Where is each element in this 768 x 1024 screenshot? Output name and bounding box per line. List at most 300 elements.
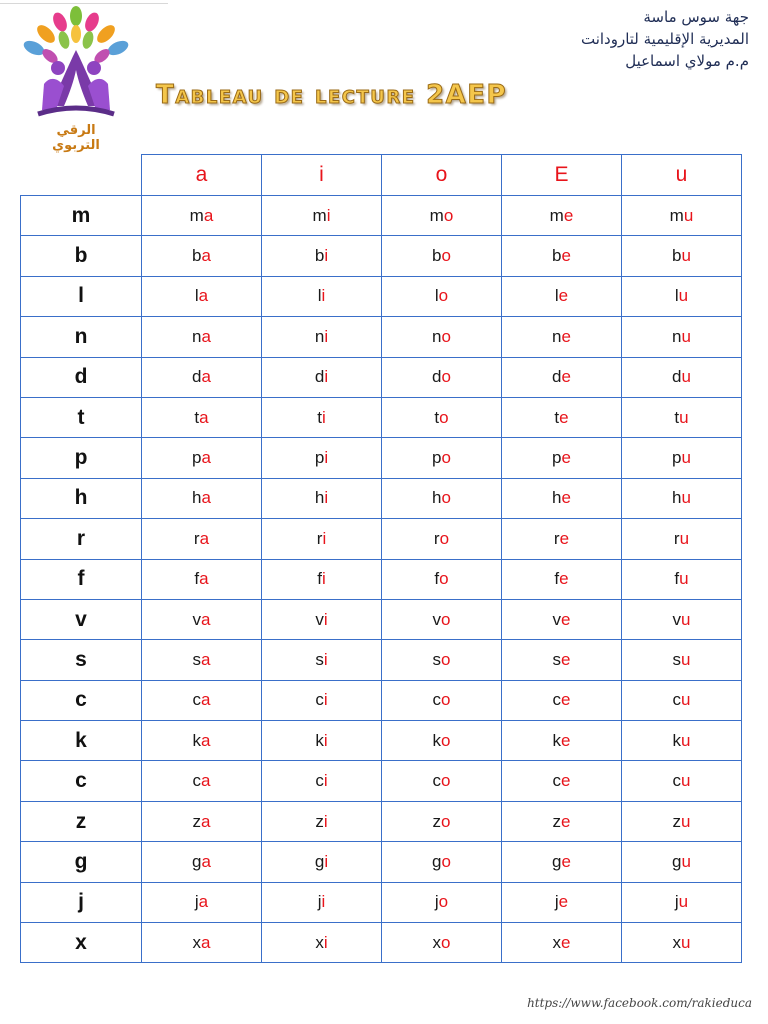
syllable-cell (142, 599, 262, 639)
syllable-consonant: m (549, 205, 564, 225)
syllable-consonant: c (672, 690, 682, 710)
vowel-header-cell: a (142, 155, 262, 196)
table-row (21, 519, 742, 559)
syllable-consonant: f (674, 569, 680, 589)
syllable-consonant: s (672, 649, 682, 669)
syllable-cell (502, 236, 622, 276)
syllable-vowel: i (324, 448, 329, 468)
syllable-vowel: i (323, 690, 328, 710)
syllable-consonant: h (432, 488, 442, 508)
syllable-consonant: v (192, 609, 202, 629)
syllable-vowel: i (321, 286, 326, 306)
vowel-header-cell: E (502, 155, 622, 196)
syllable-cell (382, 438, 502, 478)
syllable-vowel: u (681, 246, 691, 266)
syllable-vowel: u (679, 569, 689, 589)
syllable-vowel: i (324, 851, 329, 871)
syllable-consonant: l (317, 286, 322, 306)
consonant-cell: b (21, 236, 142, 276)
syllable-consonant: m (429, 205, 444, 225)
syllable-vowel: o (439, 528, 450, 548)
syllable-cell (622, 599, 742, 639)
syllable-vowel: o (441, 649, 451, 669)
region-line: جهة سوس ماسة (643, 8, 749, 26)
syllable-cell (142, 276, 262, 316)
syllable-consonant: r (433, 528, 440, 548)
syllable-cell (142, 640, 262, 680)
syllable-cell (502, 923, 622, 963)
syllable-cell (622, 519, 742, 559)
directorate-line: المديرية الإقليمية لتارودانت (580, 30, 749, 48)
syllable-vowel: o (443, 205, 454, 225)
footer-url[interactable]: https://www.facebook.com/rakieduca (527, 996, 752, 1010)
consonant-cell: c (21, 761, 142, 801)
consonant-cell: g (21, 842, 142, 882)
syllable-cell (382, 640, 502, 680)
syllable-cell (142, 923, 262, 963)
syllable-cell (502, 801, 622, 841)
syllable-vowel: a (201, 771, 211, 791)
syllable-consonant: t (317, 407, 322, 427)
syllable-vowel: e (559, 528, 570, 548)
syllable-vowel: a (201, 690, 211, 710)
syllable-vowel: e (561, 326, 571, 346)
syllable-consonant: j (194, 892, 199, 912)
syllable-cell (622, 680, 742, 720)
syllable-vowel: e (563, 205, 574, 225)
syllable-vowel: o (441, 730, 451, 750)
syllable-cell (502, 559, 622, 599)
syllable-vowel: i (324, 246, 329, 266)
syllable-vowel: a (201, 811, 211, 831)
syllable-consonant: r (316, 528, 323, 548)
table-row (21, 357, 742, 397)
syllable-consonant: h (672, 488, 682, 508)
syllable-vowel: u (681, 771, 691, 791)
syllable-cell (622, 357, 742, 397)
syllable-cell (142, 397, 262, 437)
syllable-consonant: c (192, 690, 202, 710)
syllable-vowel: e (561, 367, 571, 387)
vowel-header-cell: i (262, 155, 382, 196)
syllable-consonant: j (554, 892, 559, 912)
syllable-consonant: z (432, 811, 442, 831)
syllable-cell (142, 882, 262, 922)
syllable-cell (262, 882, 382, 922)
syllable-cell (262, 276, 382, 316)
syllable-cell (502, 721, 622, 761)
syllable-consonant: f (194, 569, 200, 589)
syllable-cell (142, 438, 262, 478)
syllable-consonant: b (432, 246, 442, 266)
syllable-vowel: u (681, 367, 691, 387)
syllable-consonant: z (552, 811, 562, 831)
syllable-cell (622, 438, 742, 478)
syllable-consonant: g (314, 851, 325, 871)
syllable-vowel: u (678, 286, 689, 306)
syllable-vowel: a (201, 448, 211, 468)
syllable-cell (502, 357, 622, 397)
syllable-vowel: e (561, 448, 571, 468)
syllable-vowel: e (559, 407, 569, 427)
syllable-vowel: u (681, 851, 691, 871)
syllable-consonant: p (314, 448, 325, 468)
syllable-vowel: e (561, 932, 571, 952)
syllable-consonant: d (672, 367, 682, 387)
consonant-cell: t (21, 397, 142, 437)
syllable-consonant: k (192, 730, 202, 750)
syllable-vowel: i (321, 892, 326, 912)
syllable-consonant: l (674, 286, 679, 306)
syllable-consonant: z (315, 811, 324, 831)
syllable-consonant: t (434, 407, 440, 427)
syllable-cell (502, 761, 622, 801)
syllable-cell (502, 842, 622, 882)
syllable-consonant: f (434, 569, 440, 589)
syllable-vowel: a (201, 246, 211, 266)
consonant-cell: f (21, 559, 142, 599)
syllable-consonant: k (432, 730, 442, 750)
syllable-cell (142, 842, 262, 882)
table-row (21, 680, 742, 720)
syllable-cell (262, 761, 382, 801)
syllable-vowel: i (326, 205, 331, 225)
syllable-consonant: n (672, 326, 682, 346)
syllable-vowel: a (201, 649, 211, 669)
consonant-cell: n (21, 317, 142, 357)
syllable-vowel: a (201, 488, 211, 508)
syllable-consonant: v (315, 609, 324, 629)
syllable-consonant: r (553, 528, 560, 548)
syllable-cell (142, 721, 262, 761)
syllable-cell (382, 317, 502, 357)
syllable-vowel: i (323, 932, 328, 952)
table-row (21, 438, 742, 478)
consonant-cell: m (21, 196, 142, 236)
syllable-vowel: i (324, 326, 329, 346)
syllable-cell (262, 801, 382, 841)
syllable-cell (262, 599, 382, 639)
syllable-vowel: i (323, 771, 328, 791)
syllable-cell (262, 640, 382, 680)
syllable-consonant: n (192, 326, 202, 346)
syllable-consonant: k (315, 730, 324, 750)
syllable-consonant: c (672, 771, 682, 791)
syllable-consonant: r (193, 528, 200, 548)
syllable-cell (622, 196, 742, 236)
syllable-vowel: u (681, 488, 691, 508)
syllable-consonant: h (314, 488, 325, 508)
syllable-vowel: e (561, 730, 571, 750)
syllable-cell (262, 923, 382, 963)
syllable-consonant: c (432, 690, 442, 710)
syllable-cell (502, 196, 622, 236)
syllable-cell (262, 397, 382, 437)
syllable-cell (382, 276, 502, 316)
syllable-consonant: v (672, 609, 682, 629)
consonant-cell: d (21, 357, 142, 397)
syllable-cell (382, 680, 502, 720)
syllable-vowel: e (561, 488, 571, 508)
syllable-cell (382, 923, 502, 963)
syllable-vowel: i (321, 569, 326, 589)
syllable-cell (622, 478, 742, 518)
syllable-cell (382, 761, 502, 801)
administration-header (489, 6, 749, 72)
syllable-vowel: u (683, 205, 694, 225)
syllable-vowel: i (323, 649, 328, 669)
table-row (21, 761, 742, 801)
syllable-cell (382, 721, 502, 761)
syllable-consonant: c (192, 771, 202, 791)
syllable-vowel: u (681, 326, 691, 346)
consonant-cell: s (21, 640, 142, 680)
syllable-consonant: d (314, 367, 325, 387)
syllable-vowel: a (198, 892, 209, 912)
syllable-vowel: e (561, 609, 571, 629)
syllable-cell (622, 882, 742, 922)
syllable-vowel: o (441, 690, 451, 710)
table-row (21, 842, 742, 882)
syllable-cell (502, 438, 622, 478)
vowel-header-row (21, 155, 742, 196)
syllable-consonant: x (192, 932, 202, 952)
syllable-vowel: a (199, 528, 210, 548)
syllable-vowel: u (679, 407, 689, 427)
syllable-cell (142, 519, 262, 559)
table-row (21, 196, 742, 236)
syllable-vowel: e (561, 851, 571, 871)
table-row (21, 801, 742, 841)
syllable-cell (622, 923, 742, 963)
syllable-vowel: i (323, 730, 328, 750)
syllable-cell (142, 236, 262, 276)
syllable-cell (262, 842, 382, 882)
table-row (21, 276, 742, 316)
consonant-cell: k (21, 721, 142, 761)
syllable-cell (622, 801, 742, 841)
syllable-vowel: i (324, 367, 329, 387)
syllable-consonant: c (552, 690, 562, 710)
syllable-vowel: a (201, 932, 211, 952)
table-row (21, 640, 742, 680)
table-row (21, 236, 742, 276)
syllable-cell (382, 478, 502, 518)
consonant-cell: v (21, 599, 142, 639)
syllable-consonant: p (192, 448, 202, 468)
syllable-consonant: n (314, 326, 325, 346)
consonant-cell: h (21, 478, 142, 518)
syllable-cell (142, 478, 262, 518)
syllable-cell (142, 196, 262, 236)
syllable-cell (622, 842, 742, 882)
syllable-cell (502, 478, 622, 518)
syllable-consonant: l (554, 286, 559, 306)
syllable-consonant: m (189, 205, 204, 225)
table-row (21, 882, 742, 922)
syllable-vowel: o (439, 569, 449, 589)
syllable-consonant: v (432, 609, 442, 629)
syllable-vowel: e (561, 771, 571, 791)
syllable-consonant: s (432, 649, 442, 669)
syllable-vowel: a (203, 205, 214, 225)
syllable-cell (142, 761, 262, 801)
syllable-vowel: o (438, 892, 449, 912)
syllable-cell (502, 519, 622, 559)
syllable-vowel: a (199, 407, 209, 427)
syllable-cell (382, 357, 502, 397)
syllable-consonant: h (552, 488, 562, 508)
consonant-cell: c (21, 680, 142, 720)
syllable-cell (382, 559, 502, 599)
school-line: م.م مولاي اسماعيل (625, 52, 749, 70)
syllable-cell (262, 559, 382, 599)
syllable-consonant: f (317, 569, 322, 589)
syllable-cell (262, 317, 382, 357)
syllable-consonant: l (434, 286, 439, 306)
syllable-vowel: o (441, 367, 451, 387)
syllable-cell (142, 801, 262, 841)
syllable-cell (382, 196, 502, 236)
syllable-cell (502, 882, 622, 922)
syllable-cell (382, 801, 502, 841)
consonant-cell: j (21, 882, 142, 922)
syllable-consonant: d (192, 367, 202, 387)
syllable-cell (622, 761, 742, 801)
syllable-consonant: n (432, 326, 442, 346)
logo-caption: الرقي التربوي (52, 123, 100, 153)
syllable-vowel: o (441, 488, 451, 508)
syllable-consonant: t (194, 407, 200, 427)
syllable-consonant: t (554, 407, 560, 427)
syllable-consonant: k (672, 730, 682, 750)
syllable-vowel: u (681, 690, 691, 710)
syllable-vowel: o (441, 932, 451, 952)
syllable-vowel: u (678, 892, 689, 912)
vowel-header-cell: u (622, 155, 742, 196)
syllable-consonant: n (552, 326, 562, 346)
syllable-consonant: c (432, 771, 442, 791)
syllable-consonant: p (432, 448, 442, 468)
syllable-consonant: j (674, 892, 679, 912)
syllable-vowel: i (324, 488, 329, 508)
table-row (21, 599, 742, 639)
syllable-cell (142, 559, 262, 599)
syllable-consonant: f (554, 569, 560, 589)
syllable-cell (262, 478, 382, 518)
syllable-cell (382, 842, 502, 882)
syllable-consonant: x (552, 932, 562, 952)
syllable-vowel: e (561, 246, 571, 266)
syllable-cell (262, 519, 382, 559)
syllable-vowel: a (201, 367, 211, 387)
syllable-vowel: e (558, 286, 569, 306)
consonant-cell: p (21, 438, 142, 478)
syllable-cell (382, 397, 502, 437)
syllable-consonant: x (315, 932, 324, 952)
syllable-vowel: e (561, 690, 571, 710)
syllable-cell (262, 438, 382, 478)
syllable-consonant: s (552, 649, 562, 669)
syllable-cell (502, 397, 622, 437)
syllable-vowel: o (441, 851, 451, 871)
syllable-consonant: d (432, 367, 442, 387)
syllable-vowel: o (441, 326, 451, 346)
syllable-consonant: h (192, 488, 202, 508)
table-row (21, 923, 742, 963)
syllable-vowel: o (441, 771, 451, 791)
syllable-vowel: o (441, 609, 451, 629)
syllable-vowel: a (199, 569, 209, 589)
syllable-vowel: a (201, 851, 211, 871)
syllable-vowel: i (323, 811, 328, 831)
syllable-cell (142, 357, 262, 397)
syllable-consonant: g (192, 851, 202, 871)
syllable-cell (622, 721, 742, 761)
table-row (21, 397, 742, 437)
syllable-vowel: o (441, 448, 451, 468)
syllable-consonant: c (315, 690, 324, 710)
syllable-vowel: o (438, 286, 449, 306)
syllable-cell (262, 721, 382, 761)
syllable-cell (622, 397, 742, 437)
syllable-vowel: a (201, 730, 211, 750)
syllable-consonant: x (672, 932, 682, 952)
syllable-vowel: e (561, 649, 571, 669)
syllable-cell (382, 519, 502, 559)
syllable-consonant: s (315, 649, 324, 669)
top-rule (0, 3, 168, 4)
table-row (21, 721, 742, 761)
syllable-vowel: e (561, 811, 571, 831)
syllable-consonant: k (552, 730, 562, 750)
syllable-cell (142, 680, 262, 720)
syllable-consonant: z (192, 811, 202, 831)
syllable-consonant: m (669, 205, 684, 225)
syllable-vowel: o (441, 246, 451, 266)
syllable-vowel: u (681, 730, 691, 750)
syllable-consonant: t (674, 407, 680, 427)
syllable-cell (502, 276, 622, 316)
corner-cell (21, 155, 142, 196)
syllable-vowel: i (321, 407, 326, 427)
syllable-cell (622, 559, 742, 599)
syllable-consonant: j (317, 892, 322, 912)
syllable-vowel: a (201, 326, 211, 346)
syllable-consonant: b (314, 246, 325, 266)
syllable-vowel: i (322, 528, 327, 548)
syllable-cell (262, 236, 382, 276)
syllable-consonant: l (194, 286, 199, 306)
syllable-consonant: z (672, 811, 682, 831)
syllable-consonant: g (432, 851, 442, 871)
syllable-vowel: u (681, 811, 691, 831)
syllable-cell (622, 640, 742, 680)
syllable-cell (502, 317, 622, 357)
table-row (21, 317, 742, 357)
syllable-vowel: u (681, 609, 691, 629)
syllable-cell (502, 680, 622, 720)
consonant-cell: r (21, 519, 142, 559)
syllable-consonant: c (552, 771, 562, 791)
syllable-vowel: u (679, 528, 690, 548)
syllable-cell (262, 196, 382, 236)
syllable-consonant: p (552, 448, 562, 468)
syllable-cell (502, 599, 622, 639)
consonant-cell: z (21, 801, 142, 841)
table-row (21, 478, 742, 518)
syllable-consonant: r (673, 528, 680, 548)
